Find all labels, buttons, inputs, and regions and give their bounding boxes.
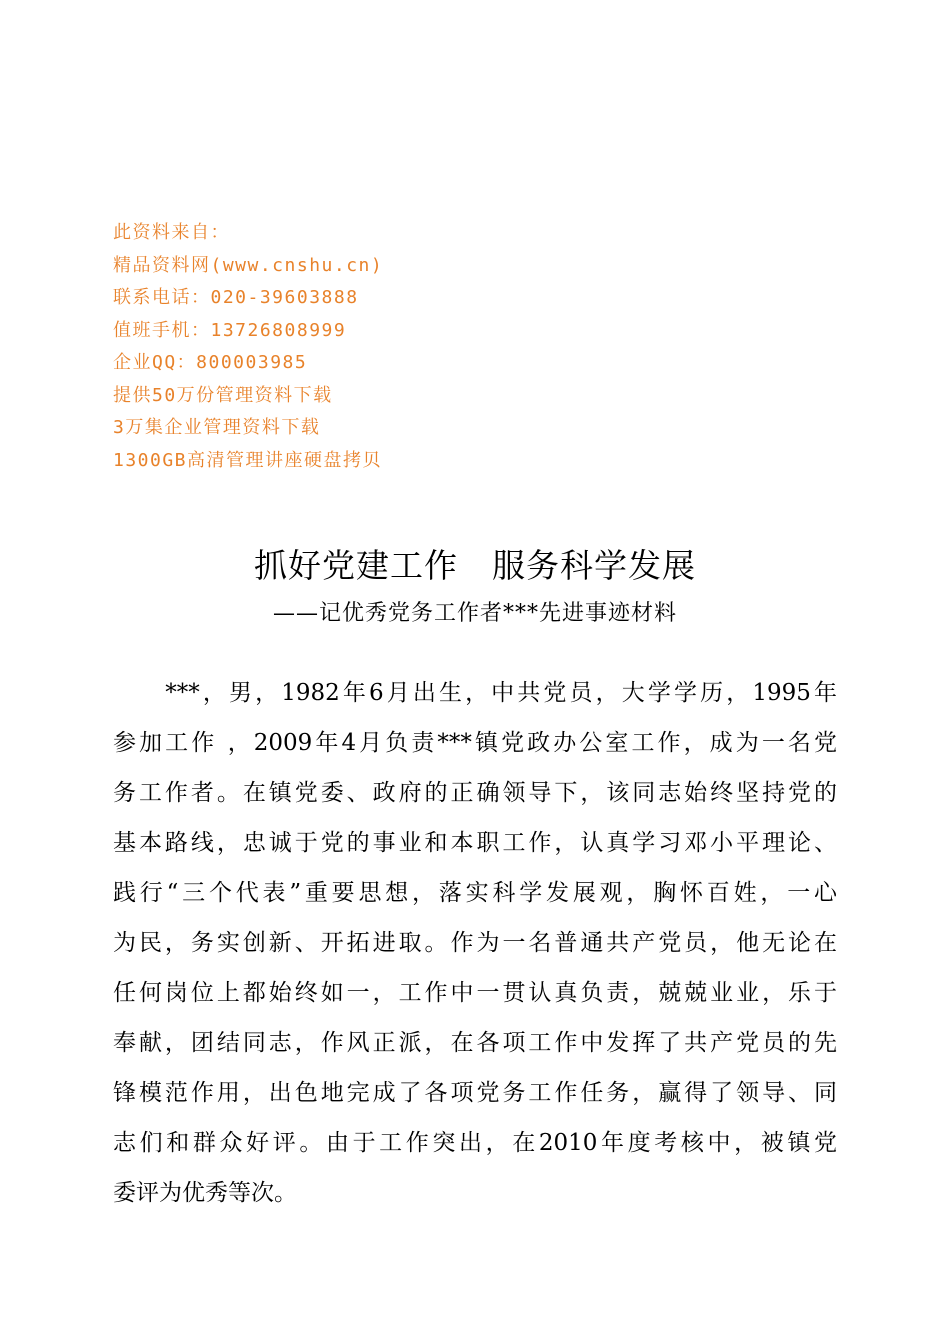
source-website-line: 精品资料网(www.cnshu.cn) [113,254,384,276]
source-phone-line: 联系电话：020-39603888 [113,287,359,308]
source-offer-line-3: 1300GB高清管理讲座硬盘拷贝 [113,449,383,471]
source-offer-line-1: 提供50万份管理资料下载 [113,384,333,406]
body-line: 奉献，团结同志，作风正派，在各项工作中发挥了共产党员的先 [113,1030,837,1056]
source-intro-line: 此资料来自： [113,222,230,243]
body-line: 志们和群众好评。由于工作突出，在2010年度考核中，被镇党 [113,1130,837,1156]
body-line: 任何岗位上都始终如一，工作中一贯认真负责，兢兢业业，乐于 [113,980,837,1006]
body-line: 践行“三个代表”重要思想，落实科学发展观，胸怀百姓，一心 [113,880,837,906]
article-subtitle: ——记优秀党务工作者***先进事迹材料 [272,601,677,626]
body-line: 为民，务实创新、开拓进取。作为一名普通共产党员，他无论在 [113,930,837,956]
body-line: 锋模范作用，出色地完成了各项党务工作任务，赢得了领导、同 [113,1080,837,1106]
body-line-last: 委评为优秀等次。 [113,1180,297,1206]
body-line: 参加工作 ，2009年4月负责***镇党政办公室工作，成为一名党 [113,730,837,756]
body-line: ***，男，1982年6月出生，中共党员，大学学历，1995年 [113,680,837,706]
article-body [113,668,837,1218]
body-line: 务工作者。在镇党委、政府的正确领导下，该同志始终坚持党的 [113,780,837,806]
source-mobile-line: 值班手机：13726808999 [113,319,347,341]
source-offer-line-2: 3万集企业管理资料下载 [113,417,321,438]
source-info-block [113,220,613,480]
article-title: 抓好党建工作 服务科学发展 [254,546,696,585]
body-line: 基本路线，忠诚于党的事业和本职工作，认真学习邓小平理论、 [113,830,837,856]
source-qq-line: 企业QQ：800003985 [113,352,308,373]
